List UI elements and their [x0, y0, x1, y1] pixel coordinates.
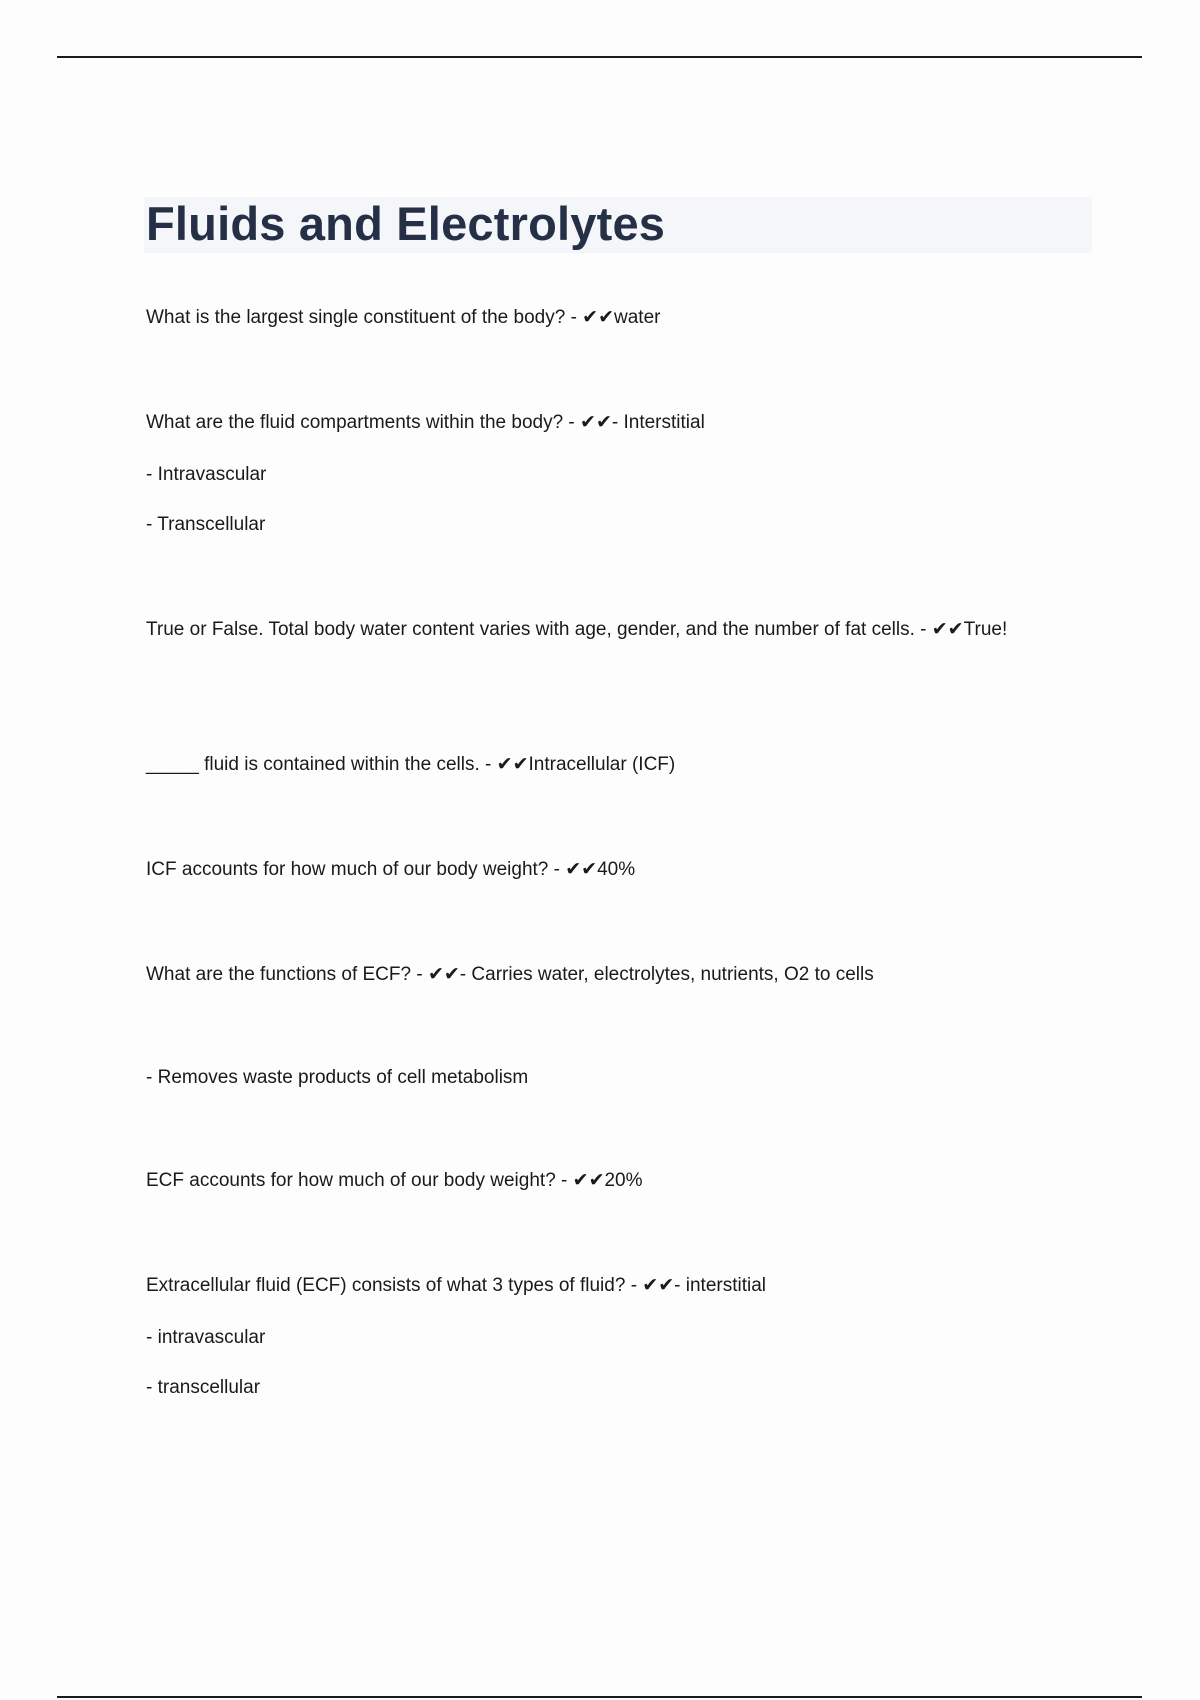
- qa-line-true-false: True or False. Total body water content varies with age, gender, and the number of fat cells. - ✔✔True!: [146, 619, 1008, 640]
- list-item-removes-waste: - Removes waste products of cell metabolism: [146, 1067, 529, 1088]
- list-item-intravascular: - Intravascular: [146, 464, 267, 485]
- list-item-transcellular: - Transcellular: [146, 514, 266, 535]
- qa-line-icf-weight: ICF accounts for how much of our body weight? - ✔✔40%: [146, 859, 636, 880]
- qa-line-ecf-functions: What are the functions of ECF? - ✔✔- Carries water, electrolytes, nutrients, O2 to cells: [146, 964, 874, 985]
- qa-line-ecf-types: Extracellular fluid (ECF) consists of what 3 types of fluid? - ✔✔- interstitial: [146, 1275, 766, 1296]
- qa-line-ecf-weight: ECF accounts for how much of our body weight? - ✔✔20%: [146, 1170, 643, 1191]
- page-title: Fluids and Electrolytes: [146, 197, 666, 250]
- header-rule: [57, 56, 1142, 58]
- qa-line-fluid-compartments: What are the fluid compartments within the body? - ✔✔- Interstitial: [146, 412, 705, 433]
- qa-line-intracellular: _____ fluid is contained within the cells. - ✔✔Intracellular (ICF): [146, 754, 676, 775]
- list-item-transcellular-lower: - transcellular: [146, 1377, 261, 1398]
- list-item-intravascular-lower: - intravascular: [146, 1327, 266, 1348]
- qa-line-largest-constituent: What is the largest single constituent of the body? - ✔✔water: [146, 307, 661, 328]
- footer-rule: [57, 1696, 1142, 1698]
